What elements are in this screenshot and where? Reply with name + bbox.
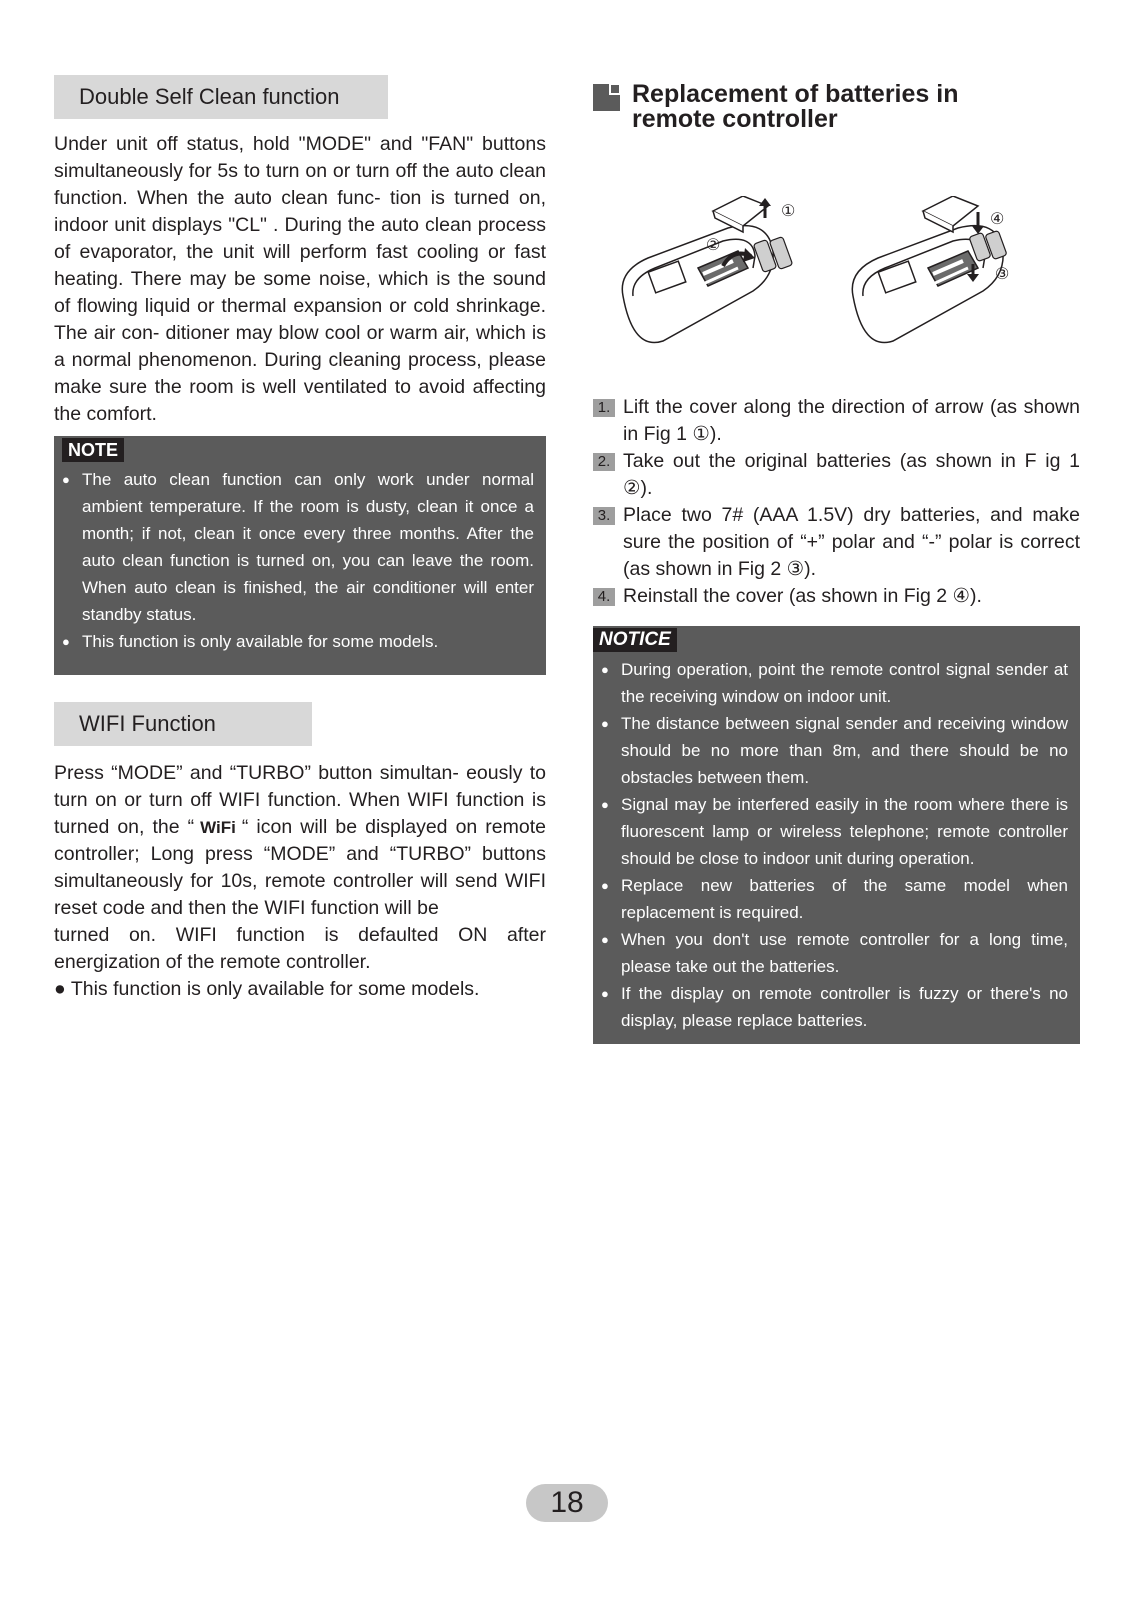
step-item: 2. Take out the original batteries (as shown in F ig 1 ②). bbox=[593, 448, 1080, 502]
right-column bbox=[593, 82, 1080, 1044]
bullet-icon: ● bbox=[62, 472, 70, 487]
wifi-paragraph-2: turned on. WIFI function is defaulted ON after energization of the remote controller. bbox=[54, 924, 546, 973]
note-item: ● The auto clean function can only work under normal ambient temperature. If the room is dusty, clean it once a month; if not, clean it once every three months. After the auto clean function is turned on, you can leave the room. When auto clean is finished, the air conditioner will enter standby status. bbox=[62, 466, 534, 628]
section-square-icon bbox=[593, 84, 620, 111]
notice-item: ● When you don't use remote controller for a long time, please take out the batteries. bbox=[593, 926, 1068, 980]
steps-list bbox=[593, 394, 1080, 610]
step-number: 2. bbox=[593, 453, 615, 471]
bullet-icon: ● bbox=[601, 797, 609, 812]
step-item: 4. Reinstall the cover (as shown in Fig 2 ④). bbox=[593, 583, 1080, 610]
heading-line-2: remote controller bbox=[632, 105, 838, 133]
note-box bbox=[54, 436, 546, 675]
remote-illustration-icon bbox=[593, 196, 1080, 371]
bullet-icon: ● bbox=[601, 986, 609, 1001]
notice-item: ● Replace new batteries of the same model when replacement is required. bbox=[593, 872, 1068, 926]
section-title-wifi-function: WIFI Function bbox=[54, 702, 312, 746]
step-number: 3. bbox=[593, 507, 615, 525]
figure-label: ① bbox=[781, 201, 796, 220]
left-column bbox=[54, 75, 546, 1003]
figure-label: ② bbox=[706, 235, 721, 254]
bullet-icon: ● bbox=[601, 716, 609, 731]
bullet-icon: ● bbox=[601, 878, 609, 893]
notice-item: ● The distance between signal sender and receiving window should be no more than 8m, and there should be no obstacles between them. bbox=[593, 710, 1068, 791]
notice-item: ● During operation, point the remote control signal sender at the receiving window on indoor unit. bbox=[593, 656, 1068, 710]
double-self-clean-paragraph: Under unit off status, hold "MODE" and "FAN" buttons simultaneously for 5s to turn on or turn off the auto clean function. When the auto clean func- tion is turned on, indoor unit displays "CL" . During the auto clean process of evaporator, the unit will perform fast cooling or fast heating. There may be some noise, which is the sound of flowing liquid or thermal expansion or cold shrinkage. The air con- ditioner may blow cool or warm air, which is a normal phenomenon. During cleaning process, please make sure the room is well ventilated to avoid affecting the comfort. bbox=[54, 133, 546, 425]
notice-label: NOTICE bbox=[593, 628, 677, 652]
notice-box bbox=[593, 626, 1080, 1044]
figure-label: ③ bbox=[995, 264, 1010, 283]
note-item: ● This function is only available for some models. bbox=[62, 628, 534, 655]
step-item: 3. Place two 7# (AAA 1.5V) dry batteries, and make sure the position of “+” polar and “-” polar is correct (as shown in Fig 2 ③). bbox=[593, 502, 1080, 583]
battery-replacement-heading bbox=[593, 82, 1080, 132]
section-title-double-self-clean: Double Self Clean function bbox=[54, 75, 388, 119]
step-number: 4. bbox=[593, 588, 615, 606]
bullet-icon: ● bbox=[62, 634, 70, 649]
step-item: 1. Lift the cover along the direction of arrow (as shown in Fig 1 ①). bbox=[593, 394, 1080, 448]
notice-item: ● Signal may be interfered easily in the room where there is fluorescent lamp or wireless telephone; remote controller should be close to indoor unit during operation. bbox=[593, 791, 1068, 872]
heading-line-1: Replacement of batteries in bbox=[632, 80, 959, 108]
wifi-icon: WiFi bbox=[200, 818, 236, 837]
step-number: 1. bbox=[593, 399, 615, 417]
wifi-paragraph: Press “MODE” and “TURBO” button simultan- eously to turn on or turn off WIFI function. When WIFI function is turned on, the “ WiFi “ icon will be displayed on remote controller; Long press “MODE” and “TURBO” buttons simultaneously for 10s, remote controller will send WIFI reset code and then the WIFI function will be bbox=[54, 762, 546, 919]
bullet-icon: ● bbox=[601, 662, 609, 677]
figure-label: ④ bbox=[990, 209, 1005, 228]
note-label: NOTE bbox=[62, 438, 124, 462]
wifi-bullet: ● This function is only available for some models. bbox=[54, 978, 480, 1000]
battery-figure bbox=[593, 196, 1080, 371]
notice-item: ● If the display on remote controller is fuzzy or there's no display, please replace batteries. bbox=[593, 980, 1068, 1034]
bullet-icon: ● bbox=[601, 932, 609, 947]
page-number: 18 bbox=[526, 1484, 608, 1522]
